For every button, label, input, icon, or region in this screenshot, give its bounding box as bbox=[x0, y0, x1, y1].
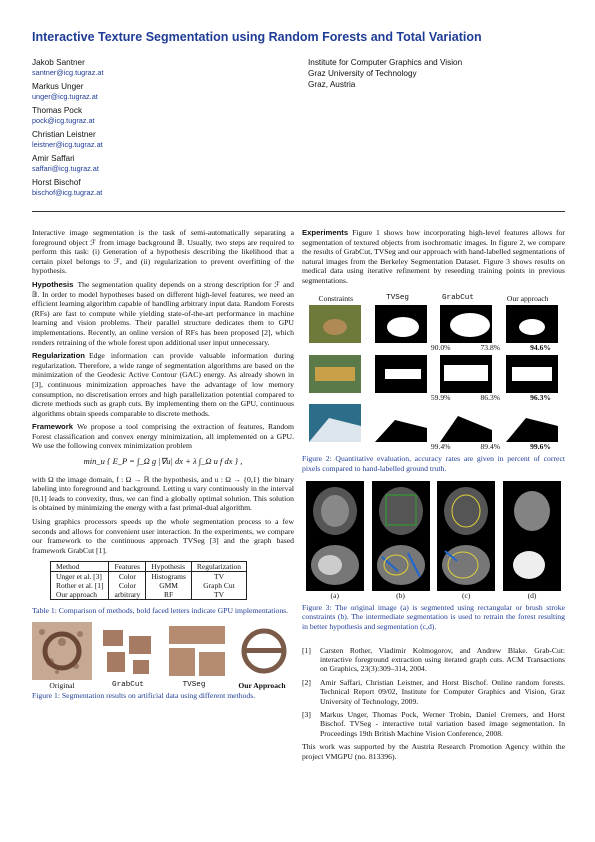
mri-constraints-image bbox=[372, 481, 430, 591]
reference-item bbox=[302, 710, 565, 738]
segmentation-mask bbox=[506, 404, 558, 442]
section-text: Figure 1 shows how incorporating high-level features allows for segmentation of textured objects from isochromatic images. In figure 2, we compare the results of GrabCut, TVSeg and our approach with hand-labelled segmentations of natural images from the Berkeley Segmentation Dataset. Figure 3 shows results on medical data using iterative refinement by reseeding training points in previous segmentations. bbox=[302, 228, 565, 285]
section-heading: Regularization bbox=[32, 351, 85, 361]
right-column bbox=[302, 228, 565, 765]
reference-item bbox=[302, 646, 565, 674]
table-header: Regularization bbox=[191, 562, 246, 572]
accuracy-value: 73.8% bbox=[480, 343, 501, 353]
author-email[interactable]: pock@icg.tugraz.at bbox=[32, 116, 95, 125]
table-cell: Histograms bbox=[146, 572, 192, 582]
figure-label: (d) bbox=[527, 591, 537, 601]
accuracy-value: 99.4% bbox=[430, 442, 451, 452]
section-heading: Hypothesis bbox=[32, 279, 74, 289]
affiliation-line: Institute for Computer Graphics and Vision bbox=[308, 58, 463, 67]
figure-label: Our Approach bbox=[238, 681, 286, 690]
constraints-image bbox=[309, 355, 361, 393]
acknowledgement: This work was supported by the Austria Research Promotion Agency within the project VMGPU (no. 813396). bbox=[302, 742, 565, 761]
constraints-image bbox=[309, 404, 361, 442]
affiliation-line: Graz, Austria bbox=[308, 80, 356, 89]
hypothesis-paragraph bbox=[32, 280, 294, 347]
table-cell: Graph Cut bbox=[191, 581, 246, 590]
figure-1-caption: Figure 1: Segmentation results on artificial data using different methods. bbox=[32, 690, 256, 700]
figure-2-column-label: Our approach bbox=[506, 293, 549, 303]
figure-2-column-label: TVSeg bbox=[386, 293, 409, 302]
figure-label: TVSeg bbox=[182, 681, 206, 689]
figure-3-caption: Figure 3: The original image (a) is segmented using rectangular or brush stroke constraints (b). The intermediate segmentation is used to retrain the forest resulting in better hypothesis and segmentation (c,d). bbox=[302, 602, 565, 631]
figure-3 bbox=[302, 481, 565, 631]
constraints-image bbox=[309, 305, 361, 343]
comparison-table bbox=[50, 561, 247, 600]
original-texture-image bbox=[32, 622, 92, 680]
table-row bbox=[51, 581, 247, 590]
table-header: Features bbox=[109, 562, 146, 572]
left-column bbox=[32, 228, 294, 704]
table-caption: Table 1: Comparison of methods, bold faced letters indicate GPU implementations. bbox=[32, 606, 289, 616]
header-divider bbox=[32, 211, 565, 212]
figure-2-column-label: GrabCut bbox=[441, 293, 474, 302]
table-row bbox=[51, 572, 247, 582]
table-header: Hypothesis bbox=[146, 562, 192, 572]
author-email[interactable]: saffari@icg.tugraz.at bbox=[32, 164, 99, 173]
energy-equation: min_u { E_P = ∫_Ω g |∇u| dx + λ ∫_Ω u f dx } , bbox=[83, 456, 243, 467]
segmentation-mask bbox=[375, 404, 427, 442]
section-text: The segmentation quality depends on a strong description for ℱ and 𝔹. In order to model hypotheses based on different high-level features, we need an efficient learning algorithm capable of handling arbitrary input data. Random Forests (RFs) are fast to compute while yielding state-of-the-art performance in machine learning and vision problems. Their parallel structure dedicates them to GPU implementations. Recently, an online version of RFs has been proposed [2], which renders retraining of the whole forest upon additional user input unnecessary. bbox=[32, 279, 294, 347]
segmentation-mask bbox=[375, 355, 427, 393]
segmentation-mask bbox=[440, 355, 492, 393]
segmentation-mask bbox=[440, 305, 492, 343]
section-text: Edge information can provide valuable information during regularization. Therefore, a wide range of segmentation algorithms are based on the minimization of the Geodesic Active Contour (GAC) energy. As already shown in [3], continuous minimization approaches have the advantage of low memory consumption, no discretisation errors and high parallelization potential compared to dicrete methods such as graph cuts. By implementing them on the GPU, continuous algorithms obtain speeds comparable to discrete methods. bbox=[32, 351, 294, 418]
segmentation-mask bbox=[440, 404, 492, 442]
figure-label: (a) bbox=[330, 591, 339, 601]
regularization-paragraph bbox=[32, 351, 294, 418]
author-list bbox=[32, 57, 302, 201]
figure-label: GrabCut bbox=[112, 681, 144, 689]
figure-label: Original bbox=[49, 681, 75, 690]
accuracy-value: 96.3% bbox=[530, 392, 551, 402]
mri-original-image bbox=[306, 481, 364, 591]
accuracy-value: 86.3% bbox=[480, 392, 501, 402]
accuracy-value: 90.0% bbox=[430, 343, 451, 353]
author-name: Horst Bischof bbox=[32, 178, 81, 187]
author-name: Markus Unger bbox=[32, 82, 84, 91]
figure-2-column-label: Constraints bbox=[318, 293, 354, 303]
author-email[interactable]: leistner@icg.tugraz.at bbox=[32, 140, 103, 149]
affiliation bbox=[308, 57, 462, 90]
segmentation-mask bbox=[506, 355, 558, 393]
author-name: Thomas Pock bbox=[32, 106, 83, 115]
accuracy-value: 94.6% bbox=[530, 343, 551, 353]
author-email[interactable]: santner@icg.tugraz.at bbox=[32, 68, 104, 77]
segmentation-mask bbox=[375, 305, 427, 343]
author-name: Amir Saffari bbox=[32, 154, 75, 163]
mri-intermediate-image bbox=[437, 481, 495, 591]
author-email[interactable]: bischof@icg.tugraz.at bbox=[32, 188, 103, 197]
reference-item bbox=[302, 678, 565, 706]
grabcut-result-image bbox=[99, 622, 159, 680]
author-email[interactable]: unger@icg.tugraz.at bbox=[32, 92, 98, 101]
reference-text: Carsten Rother, Vladimir Kolmogorov, and Andrew Blake. Grab-Cut: interactive foreground extraction using iterated graph cuts. ACM Transactions on Graphics, 23(3):309–314, 2004. bbox=[320, 645, 565, 674]
figure-label: (c) bbox=[462, 591, 471, 601]
figure-label: (b) bbox=[396, 591, 405, 601]
reference-number: [1] bbox=[302, 645, 311, 655]
tvseg-result-image bbox=[167, 622, 227, 680]
table-cell: Our approach bbox=[51, 590, 109, 600]
table-cell: arbitrary bbox=[109, 590, 146, 600]
references bbox=[302, 646, 565, 739]
intro-paragraph: Interactive image segmentation is the task of semi-automatically separating a foreground object ℱ from image background 𝔹. Usually, two steps are required to perform this task: (i) Generation of a hypothesis describing the likelihood that a certain pixel belongs to ℱ, and (ii) regularization to prevent overfitting of the hypothesis. bbox=[32, 228, 294, 276]
our-approach-result-image bbox=[234, 622, 294, 680]
table-cell: RF bbox=[146, 590, 192, 600]
accuracy-value: 99.6% bbox=[530, 442, 551, 452]
table-header: Method bbox=[51, 562, 109, 572]
table-cell: Unger et al. [3] bbox=[51, 572, 109, 582]
reference-number: [2] bbox=[302, 677, 311, 687]
figure-2 bbox=[302, 294, 565, 474]
reference-number: [3] bbox=[302, 709, 311, 719]
reference-text: Markus Unger, Thomas Pock, Werner Trobin, Daniel Cremers, and Horst Bischof. TVSeg - interactive total variation based image segmentation. In Proceedings 19th British Machine Vision Conference, 2008. bbox=[320, 709, 565, 738]
framework-after-paragraph: with Ω the image domain, f : Ω → ℝ the hypothesis, and u : Ω → {0,1} the binary labeling into foreground and background. Letting u vary continuously in the interval [0,1] leads to convexity, thus, we can find a globally optimal solution. This solution is obtained by minimizing the energy with a fast primal-dual algorithm. bbox=[32, 474, 294, 513]
segmentation-mask bbox=[506, 305, 558, 343]
author-name: Christian Leistner bbox=[32, 130, 96, 139]
figure-1 bbox=[32, 622, 294, 700]
section-heading: Experiments bbox=[302, 228, 349, 237]
section-text: We propose a tool comprising the extraction of features, Random Forest classification and convex energy minimization, all implemented on a GPU. We use the following convex minimization problem bbox=[32, 422, 294, 451]
table-cell: Color bbox=[109, 581, 146, 590]
figure-2-caption: Figure 2: Quantitative evaluation, accuracy rates are given in percent of correct pixels compared to hand-labelled ground truth. bbox=[302, 453, 565, 473]
framework-paragraph bbox=[32, 422, 294, 451]
section-heading: Framework bbox=[32, 422, 74, 432]
reference-text: Amir Saffari, Christian Leistner, and Horst Bischof. Online random forests. Technical Report 09/02, Institute for Computer Graphics and Vision, Graz University of Technology, 2009. bbox=[320, 677, 565, 706]
table-cell: TV bbox=[191, 590, 246, 600]
affiliation-line: Graz University of Technology bbox=[308, 69, 417, 78]
table-cell: GMM bbox=[146, 581, 192, 590]
table-cell: Rother et al. [1] bbox=[51, 581, 109, 590]
accuracy-value: 59.9% bbox=[430, 392, 451, 402]
table-row bbox=[51, 590, 247, 600]
paper-title: Interactive Texture Segmentation using Random Forests and Total Variation bbox=[32, 30, 482, 44]
table-cell: TV bbox=[191, 572, 246, 582]
mri-final-image bbox=[503, 481, 561, 591]
gpu-paragraph: Using graphics processors speeds up the whole segmentation process to a few seconds and allows for convenient user interaction. In the experiments, we compare our framework to the continuous approach TVSeg [3] and the graph based framework GrabCut [1]. bbox=[32, 517, 294, 555]
table-cell: Color bbox=[109, 572, 146, 582]
author-name: Jakob Santner bbox=[32, 58, 85, 67]
accuracy-value: 89.4% bbox=[480, 442, 501, 452]
experiments-paragraph bbox=[302, 228, 565, 286]
